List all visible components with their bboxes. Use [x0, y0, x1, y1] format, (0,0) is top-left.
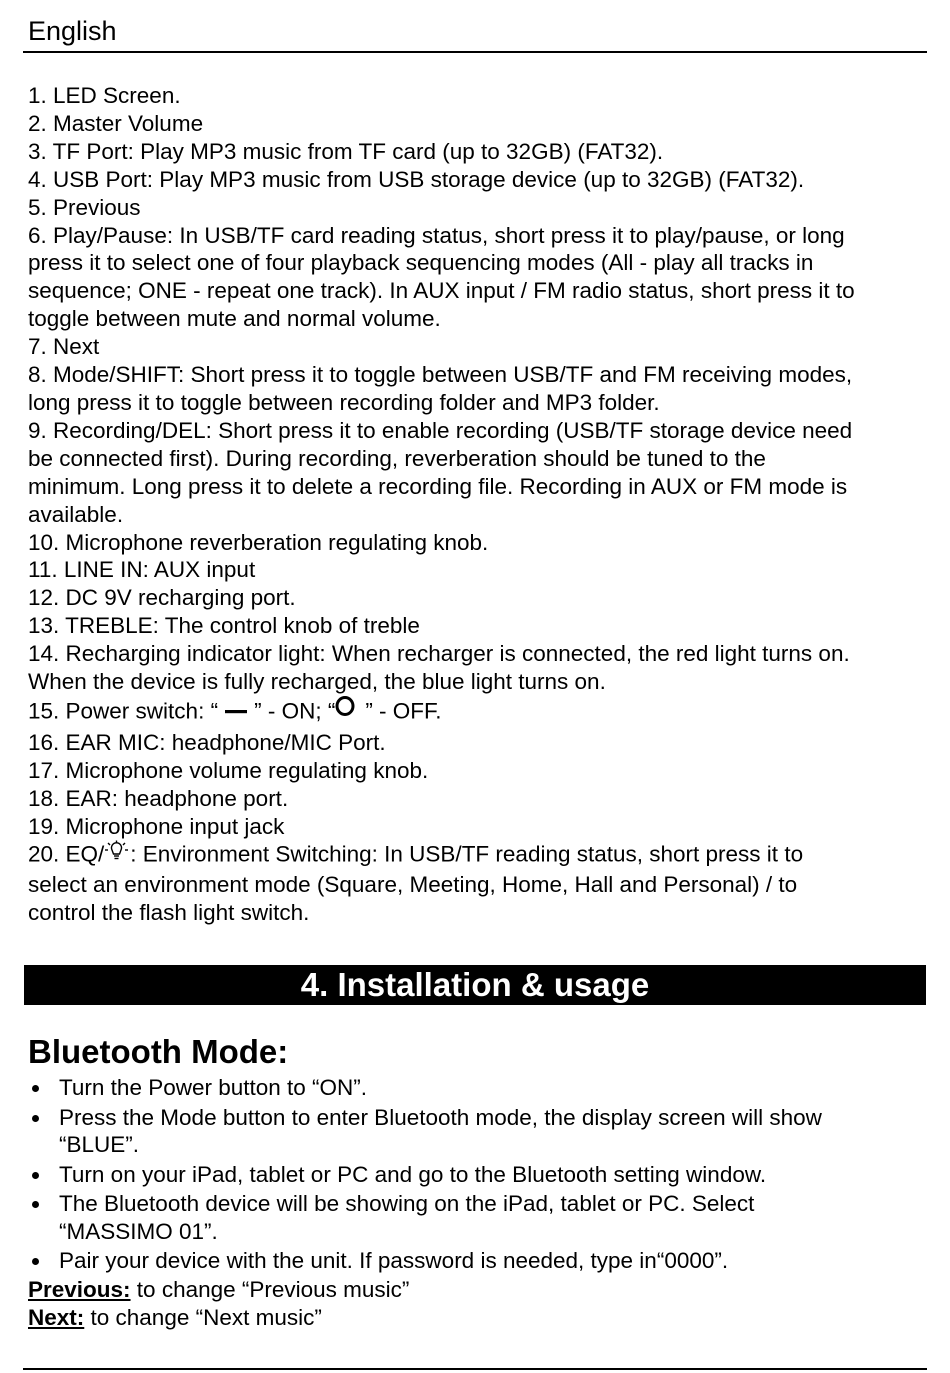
bluetooth-step-4-line-1: The Bluetooth device will be showing on the iPad, tablet or PC. Select	[59, 1191, 755, 1216]
item-16: 16. EAR MIC: headphone/MIC Port.	[28, 729, 386, 755]
item-1: 1. LED Screen.	[28, 83, 181, 108]
previous-text: to change “Previous music”	[130, 1277, 410, 1302]
item-6-line-2: press it to select one of four playback sequencing modes (All - play all tracks in	[28, 250, 814, 276]
item-15	[28, 696, 928, 729]
power-off-circle-icon	[335, 696, 365, 729]
bluetooth-step-3	[28, 1161, 928, 1189]
item-6-line-3: sequence; ONE - repeat one track). In AUX input / FM radio status, short press it to	[28, 278, 855, 304]
bullet-icon	[32, 1201, 39, 1208]
next-line	[28, 1304, 409, 1332]
header-divider	[23, 51, 927, 53]
item-20-text: : Environment Switching: In USB/TF reading status, short press it to	[130, 841, 804, 867]
language-header: English	[28, 16, 117, 46]
item-20-line-1	[28, 840, 928, 871]
bluetooth-step-1-text: Turn the Power button to “ON”.	[59, 1075, 368, 1100]
item-17: 17. Microphone volume regulating knob.	[28, 757, 429, 783]
bluetooth-step-4-line-2: “MASSIMO 01”.	[59, 1218, 218, 1244]
bluetooth-step-5	[28, 1247, 928, 1275]
bluetooth-heading: Bluetooth Mode:	[28, 1033, 289, 1070]
power-on-dash-icon	[218, 698, 254, 726]
item-2: 2. Master Volume	[28, 110, 204, 136]
item-14-line-2: When the device is fully recharged, the blue light turns on.	[28, 669, 606, 695]
previous-line	[28, 1276, 409, 1304]
item-11: 11. LINE IN: AUX input	[28, 557, 256, 583]
item-15-middle: ” - ON; “	[254, 698, 336, 724]
item-12: 12. DC 9V recharging port.	[28, 585, 296, 611]
item-8-line-2: long press it to toggle between recording folder and MP3 folder.	[28, 389, 660, 415]
previous-label: Previous:	[28, 1277, 131, 1302]
bullet-icon	[32, 1115, 39, 1122]
item-20-number: 20.	[28, 841, 66, 867]
bluetooth-step-5-text: Pair your device with the unit. If password is needed, type in“0000”.	[59, 1248, 729, 1273]
item-4: 4. USB Port: Play MP3 music from USB storage device (up to 32GB) (FAT32).	[28, 166, 805, 192]
item-3: 3. TF Port: Play MP3 music from TF card (up to 32GB) (FAT32).	[28, 138, 664, 164]
item-9-line-4: available.	[28, 501, 124, 527]
bullet-icon	[32, 1172, 39, 1179]
bluetooth-step-2	[28, 1104, 928, 1159]
item-18: 18. EAR: headphone port.	[28, 785, 289, 811]
playback-navigation	[28, 1276, 409, 1332]
item-9-line-3: minimum. Long press it to delete a recording file. Recording in AUX or FM mode is	[28, 473, 848, 499]
item-7: 7. Next	[28, 334, 100, 360]
bluetooth-step-3-text: Turn on your iPad, tablet or PC and go to the Bluetooth setting window.	[59, 1161, 767, 1187]
item-8-line-1: 8. Mode/SHIFT: Short press it to toggle between USB/TF and FM receiving modes,	[28, 362, 853, 388]
item-13: 13. TREBLE: The control knob of treble	[28, 613, 420, 639]
bluetooth-step-1	[28, 1074, 928, 1102]
bullet-icon	[32, 1085, 39, 1092]
item-20-line-2: select an environment mode (Square, Meeting, Home, Hall and Personal) / to	[28, 872, 798, 898]
item-6-line-1: 6. Play/Pause: In USB/TF card reading status, short press it to play/pause, or long	[28, 222, 845, 248]
bluetooth-step-2-line-1: Press the Mode button to enter Bluetooth mode, the display screen will show	[59, 1104, 822, 1130]
bullet-icon	[32, 1258, 39, 1265]
footer-divider	[23, 1368, 927, 1370]
item-5: 5. Previous	[28, 194, 141, 220]
item-20-eq-label: EQ/	[65, 841, 105, 867]
next-text: to change “Next music”	[84, 1305, 322, 1330]
item-10: 10. Microphone reverberation regulating knob.	[28, 529, 489, 555]
item-14-line-1: 14. Recharging indicator light: When recharger is connected, the red light turns on.	[28, 641, 850, 667]
item-9-line-1: 9. Recording/DEL: Short press it to enable recording (USB/TF storage device need	[28, 417, 853, 443]
item-15-prefix: 15. Power switch: “	[28, 698, 219, 724]
item-6-line-4: toggle between mute and normal volume.	[28, 306, 441, 332]
bluetooth-step-4	[28, 1190, 928, 1245]
item-15-suffix: ” - OFF.	[365, 698, 442, 724]
next-label: Next:	[28, 1305, 85, 1330]
item-9-line-2: be connected first). During recording, reverberation should be tuned to the	[28, 445, 766, 471]
component-list	[28, 82, 928, 927]
section-header: 4. Installation & usage	[24, 965, 926, 1005]
bluetooth-step-2-line-2: “BLUE”.	[59, 1132, 140, 1157]
item-19: 19. Microphone input jack	[28, 813, 285, 839]
item-20-line-3: control the flash light switch.	[28, 900, 310, 926]
flash-light-icon	[104, 840, 130, 871]
bluetooth-steps	[28, 1074, 928, 1277]
